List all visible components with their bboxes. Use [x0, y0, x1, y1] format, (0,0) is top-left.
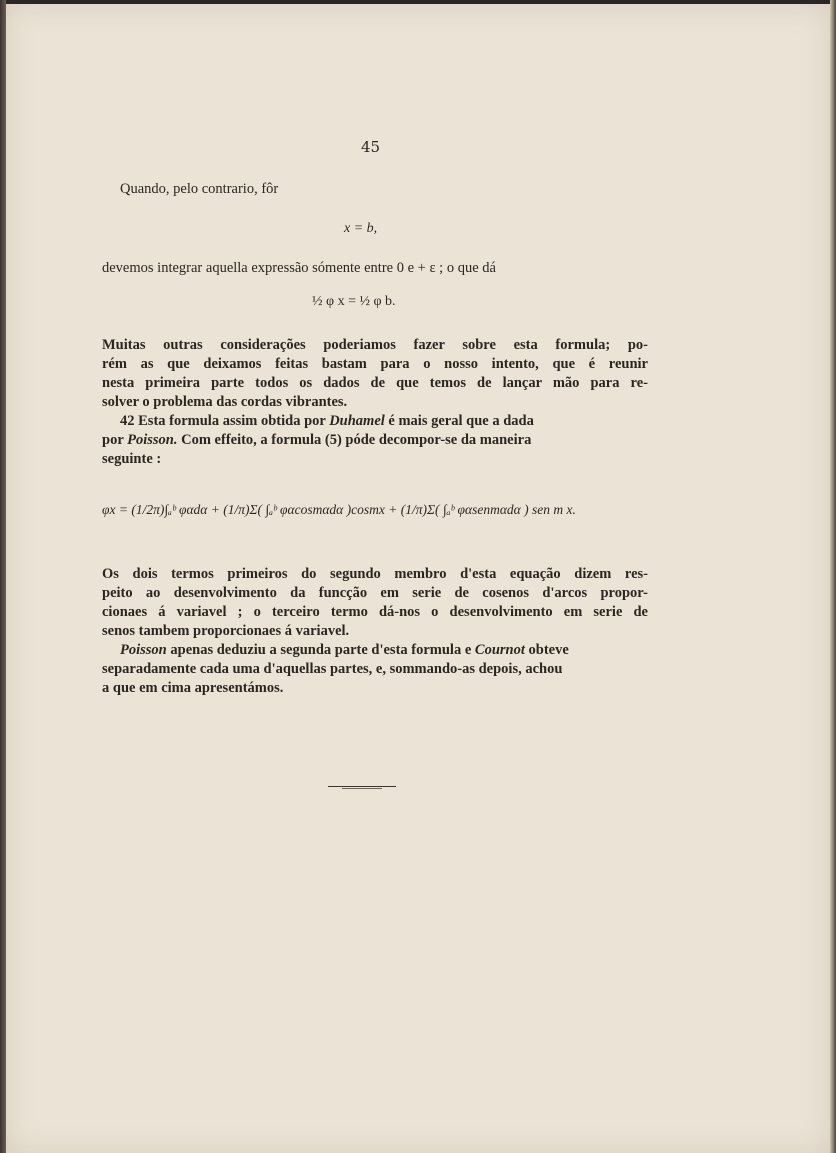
text-run: é mais geral que a dada: [384, 413, 534, 429]
paragraph-line: [120, 641, 569, 660]
formula-text: φx = (1/2π)∫ₐᵇ φαdα + (1/π)Σ( ∫ₐᵇ φαcosmαdα )cosmx + (1/π)Σ( ∫ₐᵇ φαsenmαdα ) sen m x.: [102, 502, 576, 517]
text-line: devemos integrar aquella expressão sómente entre 0 e + ε ; o que dá: [102, 260, 496, 276]
paragraph-line: cionaes á variavel ; o terceiro termo dá-nos o desenvolvimento em serie de: [102, 604, 648, 620]
paragraph-line: peito ao desenvolvimento da funcção em serie de cosenos d'arcos propor-: [102, 585, 648, 601]
author-name: Duhamel: [329, 413, 385, 429]
text-run: Com effeito, a formula (5) póde decompor-se da maneira: [177, 432, 532, 448]
page-number: 45: [361, 138, 381, 156]
paragraph-line: nesta primeira parte todos os dados de que temos de lançar mão para re-: [102, 375, 648, 391]
paragraph-line: senos tambem proporcionaes á variavel.: [102, 623, 350, 639]
text-line: Quando, pelo contrario, fôr: [120, 181, 279, 197]
text-run: apenas deduziu a segunda parte d'esta formula e: [166, 642, 475, 658]
paragraph-line: [102, 431, 531, 450]
section-number: 42: [120, 413, 135, 429]
paragraph-line: a que em cima apresentámos.: [102, 680, 284, 696]
paragraph-line: Os dois termos primeiros do segundo membro d'esta equação dizem res-: [102, 566, 648, 582]
author-name: Poisson: [120, 642, 167, 658]
text-run: Esta formula assim obtida por: [138, 413, 330, 429]
book-page: [6, 4, 830, 1153]
paragraph-line: separadamente cada uma d'aquellas partes, e, sommando-as depois, achou: [102, 661, 563, 677]
section-rule-accent: [342, 788, 382, 789]
text-run: por: [102, 432, 128, 448]
formula-text: x = b,: [344, 221, 378, 236]
paragraph-line: [120, 412, 648, 431]
formula-text: ½ φ x = ½ φ b.: [312, 294, 396, 309]
paragraph-line: Muitas outras considerações poderiamos fazer sobre esta formula; po-: [102, 337, 648, 353]
fourier-formula: [102, 502, 576, 518]
author-name: Cournot: [474, 642, 525, 658]
page-edge: [830, 0, 836, 1153]
text-run: obteve: [524, 642, 569, 658]
paragraph-line: rém as que deixamos feitas bastam para o nosso intento, que é reunir: [102, 356, 648, 372]
section-rule: [328, 786, 396, 787]
paragraph-line: solver o problema das cordas vibrantes.: [102, 394, 348, 410]
paragraph-line: seguinte :: [102, 451, 162, 467]
formula-x-equals-b: [344, 221, 377, 237]
formula-half-phi: [312, 294, 396, 310]
author-name: Poisson.: [127, 432, 178, 448]
